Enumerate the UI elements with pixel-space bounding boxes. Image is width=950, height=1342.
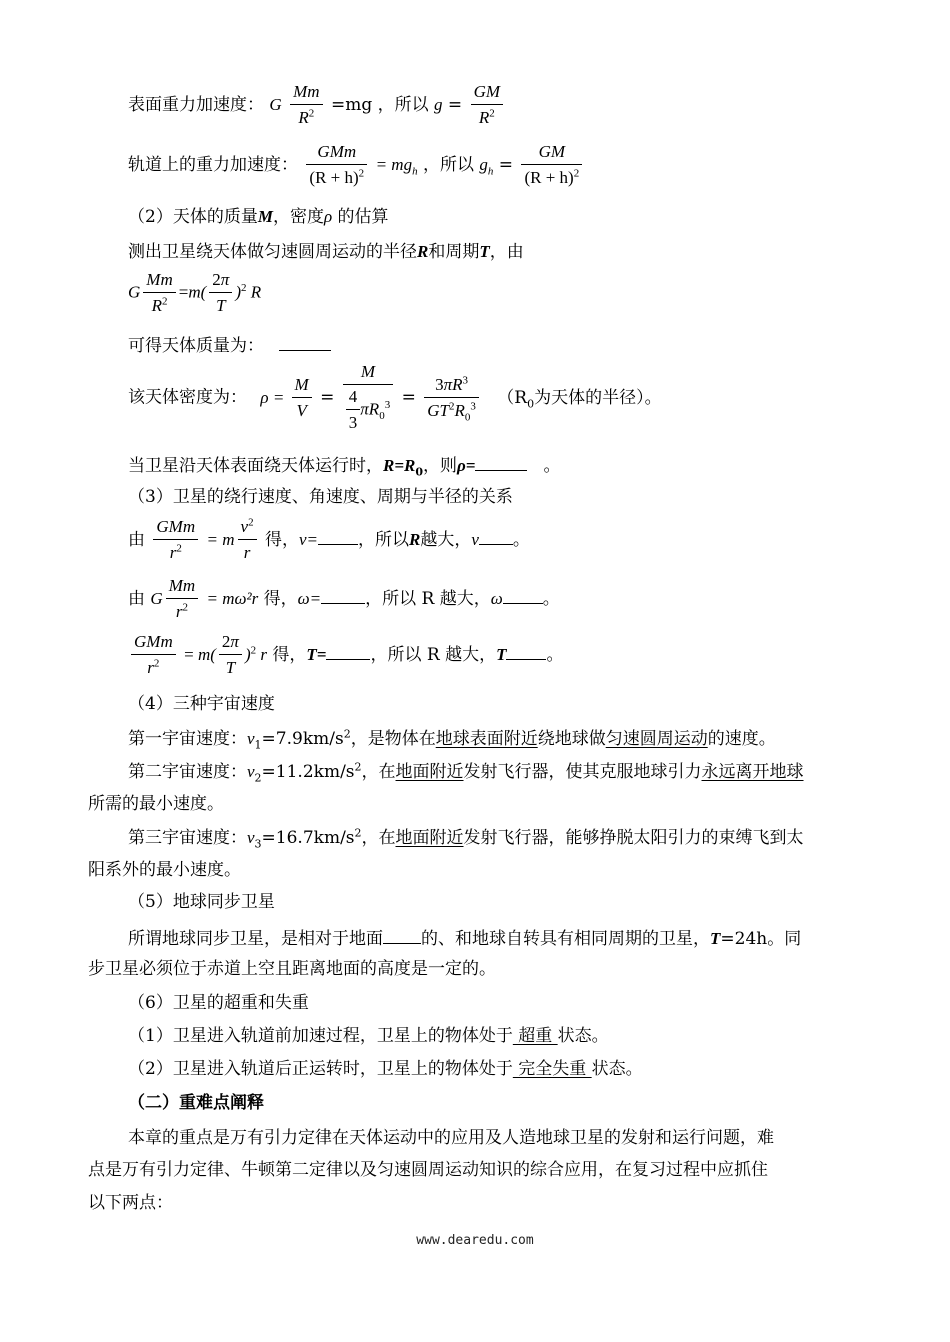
period-blank bbox=[326, 641, 370, 660]
geosync-line1: 所谓地球同步卫星，是相对于地面 的、和地球自转具有相同周期的卫星，T=24h。同 bbox=[128, 925, 801, 951]
part2-para-line2: 点是万有引力定律、牛顿第二定律以及匀速圆周运动知识的综合应用，在复习过程中应抓住 bbox=[88, 1160, 768, 1180]
third-cosmic-velocity: 第三宇宙速度：$v_3=16.7km/s^2$，在地面附近发射飞行器，能够挣脱太阳引力的束缚飞到太 bbox=[128, 826, 804, 851]
geosync-blank bbox=[383, 925, 421, 944]
orbit-gravity-line: 轨道上的重力加速度： $\frac{\text{GMm}}{(R + h)^2}$ = $mg_h$ ，所以 $g_h$ = $\frac{GM}{(R + h)^2}$ bbox=[128, 140, 585, 191]
section4-heading: （4）三种宇宙速度 bbox=[128, 694, 275, 714]
mass-line: 可得天体质量为： bbox=[128, 332, 331, 358]
section5-heading: （5）地球同步卫星 bbox=[128, 892, 275, 912]
part2-heading: （二）重难点阐释 bbox=[128, 1093, 264, 1113]
velocity-blank bbox=[318, 526, 358, 545]
period-trend-blank bbox=[506, 641, 546, 660]
footer-url[interactable]: www.dearedu.com bbox=[416, 1233, 534, 1248]
section6-heading: （6）卫星的超重和失重 bbox=[128, 993, 309, 1013]
angular-velocity-line: 由 G $\frac{Mm}{r^2}$ = mω²r 得，ω= ，所以 R 越大，ω 。 bbox=[128, 574, 560, 625]
mass-blank bbox=[279, 332, 331, 351]
surface-gravity-line: 表面重力加速度： G $\frac{Mm}{R^2}$ =mg ，所以 g = $\frac{GM}{R^2}$ bbox=[128, 80, 506, 131]
part2-para-line3: 以下两点： bbox=[88, 1193, 173, 1213]
surface-orbit-line: 当卫星沿天体表面绕天体运行时，$R=R_0$，则ρ= 。 bbox=[128, 452, 560, 478]
document-page: 表面重力加速度： G $\frac{Mm}{R^2}$ =mg ，所以 g = $\frac{GM}{R^2}$ 轨道上的重力加速度： $\frac{\text{GMm}}{(R + h)^2}$ = $mg_h$ ，所以 $g_h$ = $\frac{GM}{(R + h)^2}$ （2）天体的质量M，密度ρ 的估算 测出卫星绕天体做匀速圆周运动的半径R和周期T，由 G $\frac{Mm}{R^2}$ =m( $\frac{2\pi}{T}$ )$^2$ R 可得天体质量为： 该天体密度为： ρ = $\frac{M}{V}$ = M $\frac{4}{3}$ $\pi R_0^3$ = $\frac{3\pi R^3}{GT^2R_0^3}$ （$R_0$为天体的半径）。 当卫星沿天体表面绕天体运行时，$R=R_0$，则ρ= 。 （3）卫星的绕行速度、角速度、周期与半径的关系 由 $\frac{\text{GMm}}{r^2}$ = m $\frac{v^2}{r}$ 得，v= ，所以R越大，v 。 由 G $\frac{Mm}{r^2}$ = mω²r 得，ω= ，所以 R 越大，ω 。 $\frac{\text{GMm}}{r^2}$ = m( $\frac{2\pi}{T}$ )$^2$ r 得，T= ，所以 R 越大，T 。 （4）三种宇宙速度 第一宇宙速度：$v_1=7.9km/s^2$，是物体在地球表面附近绕地球做匀速圆周运动的速度。 第二宇宙速度：$v_2=11.2km/s^2$，在地面附近发射飞行器，使其克服地球引力永远离开地球 所需的最小速度。 第三宇宙速度：$v_3=16.7km/s^2$，在地面附近发射飞行器，能够挣脱太阳引力的束缚飞到太 阳系外的最小速度。 （5）地球同步卫星 所谓地球同步卫星，是相对于地面 的、和地球自转具有相同周期的卫星，T=24h。同 步卫星必须位于赤道上空且距离地面的高度是一定的。 （6）卫星的超重和失重 （1）卫星进入轨道前加速过程，卫星上的物体处于 超重 状态。 （2）卫星进入轨道后正运转时，卫星上的物体处于 完全失重 状态。 （二）重难点阐释 本章的重点是万有引力定律在天体运动中的应用及人造地球卫星的发射和运行问题，难 点是万有引力定律、牛顿第二定律以及匀速圆周运动知识的综合应用，在复习过程中应抓住 以下两点： www.dearedu.com bbox=[0, 0, 950, 1342]
geosync-line2: 步卫星必须位于赤道上空且距离地面的高度是一定的。 bbox=[88, 959, 496, 979]
density-line: 该天体密度为： ρ = $\frac{M}{V}$ = M $\frac{4}{3}$ $\pi R_0^3$ = $\frac{3\pi R^3}{GT^2R_0^3}$ （$R_0$为天体的半径）。 bbox=[128, 360, 662, 436]
section2-heading: （2）天体的质量M，密度ρ 的估算 bbox=[128, 207, 389, 227]
overweight-line: （1）卫星进入轨道前加速过程，卫星上的物体处于 超重 状态。 bbox=[128, 1026, 609, 1046]
surface-gravity-label: 表面重力加速度： bbox=[128, 95, 264, 115]
orbit-equation: G $\frac{Mm}{R^2}$ =m( $\frac{2\pi}{T}$ )$^2$ R bbox=[128, 268, 261, 319]
weightless-line: （2）卫星进入轨道后正运转时，卫星上的物体处于 完全失重 状态。 bbox=[128, 1059, 643, 1079]
second-cosmic-velocity: 第二宇宙速度：$v_2=11.2km/s^2$，在地面附近发射飞行器，使其克服地球引力永远离开地球 bbox=[128, 760, 804, 785]
angular-velocity-trend-blank bbox=[503, 585, 543, 604]
angular-velocity-blank bbox=[321, 585, 365, 604]
section3-heading: （3）卫星的绕行速度、角速度、周期与半径的关系 bbox=[128, 487, 513, 507]
measure-line: 测出卫星绕天体做匀速圆周运动的半径R和周期T，由 bbox=[128, 242, 524, 262]
orbit-gravity-label: 轨道上的重力加速度： bbox=[128, 155, 298, 175]
velocity-trend-blank bbox=[479, 526, 513, 545]
fraction-gmm-rh2: $\frac{\text{GMm}}{(R + h)^2}$ bbox=[306, 140, 367, 191]
fraction-gm-r2: $\frac{GM}{R^2}$ bbox=[471, 80, 503, 131]
period-line: $\frac{\text{GMm}}{r^2}$ = m( $\frac{2\pi}{T}$ )$^2$ r 得，T= ，所以 R 越大，T 。 bbox=[128, 630, 563, 681]
part2-para-line1: 本章的重点是万有引力定律在天体运动中的应用及人造地球卫星的发射和运行问题，难 bbox=[128, 1128, 774, 1148]
fraction-gm-rh2: $\frac{GM}{(R + h)^2}$ bbox=[521, 140, 582, 191]
fraction-mm-r2: $\frac{Mm}{R^2}$ bbox=[290, 80, 322, 131]
first-cosmic-velocity: 第一宇宙速度：$v_1=7.9km/s^2$，是物体在地球表面附近绕地球做匀速圆周运动的速度。 bbox=[128, 727, 776, 752]
density-blank bbox=[475, 452, 527, 471]
velocity-line: 由 $\frac{\text{GMm}}{r^2}$ = m $\frac{v^2}{r}$ 得，v= ，所以R越大，v 。 bbox=[128, 515, 530, 566]
